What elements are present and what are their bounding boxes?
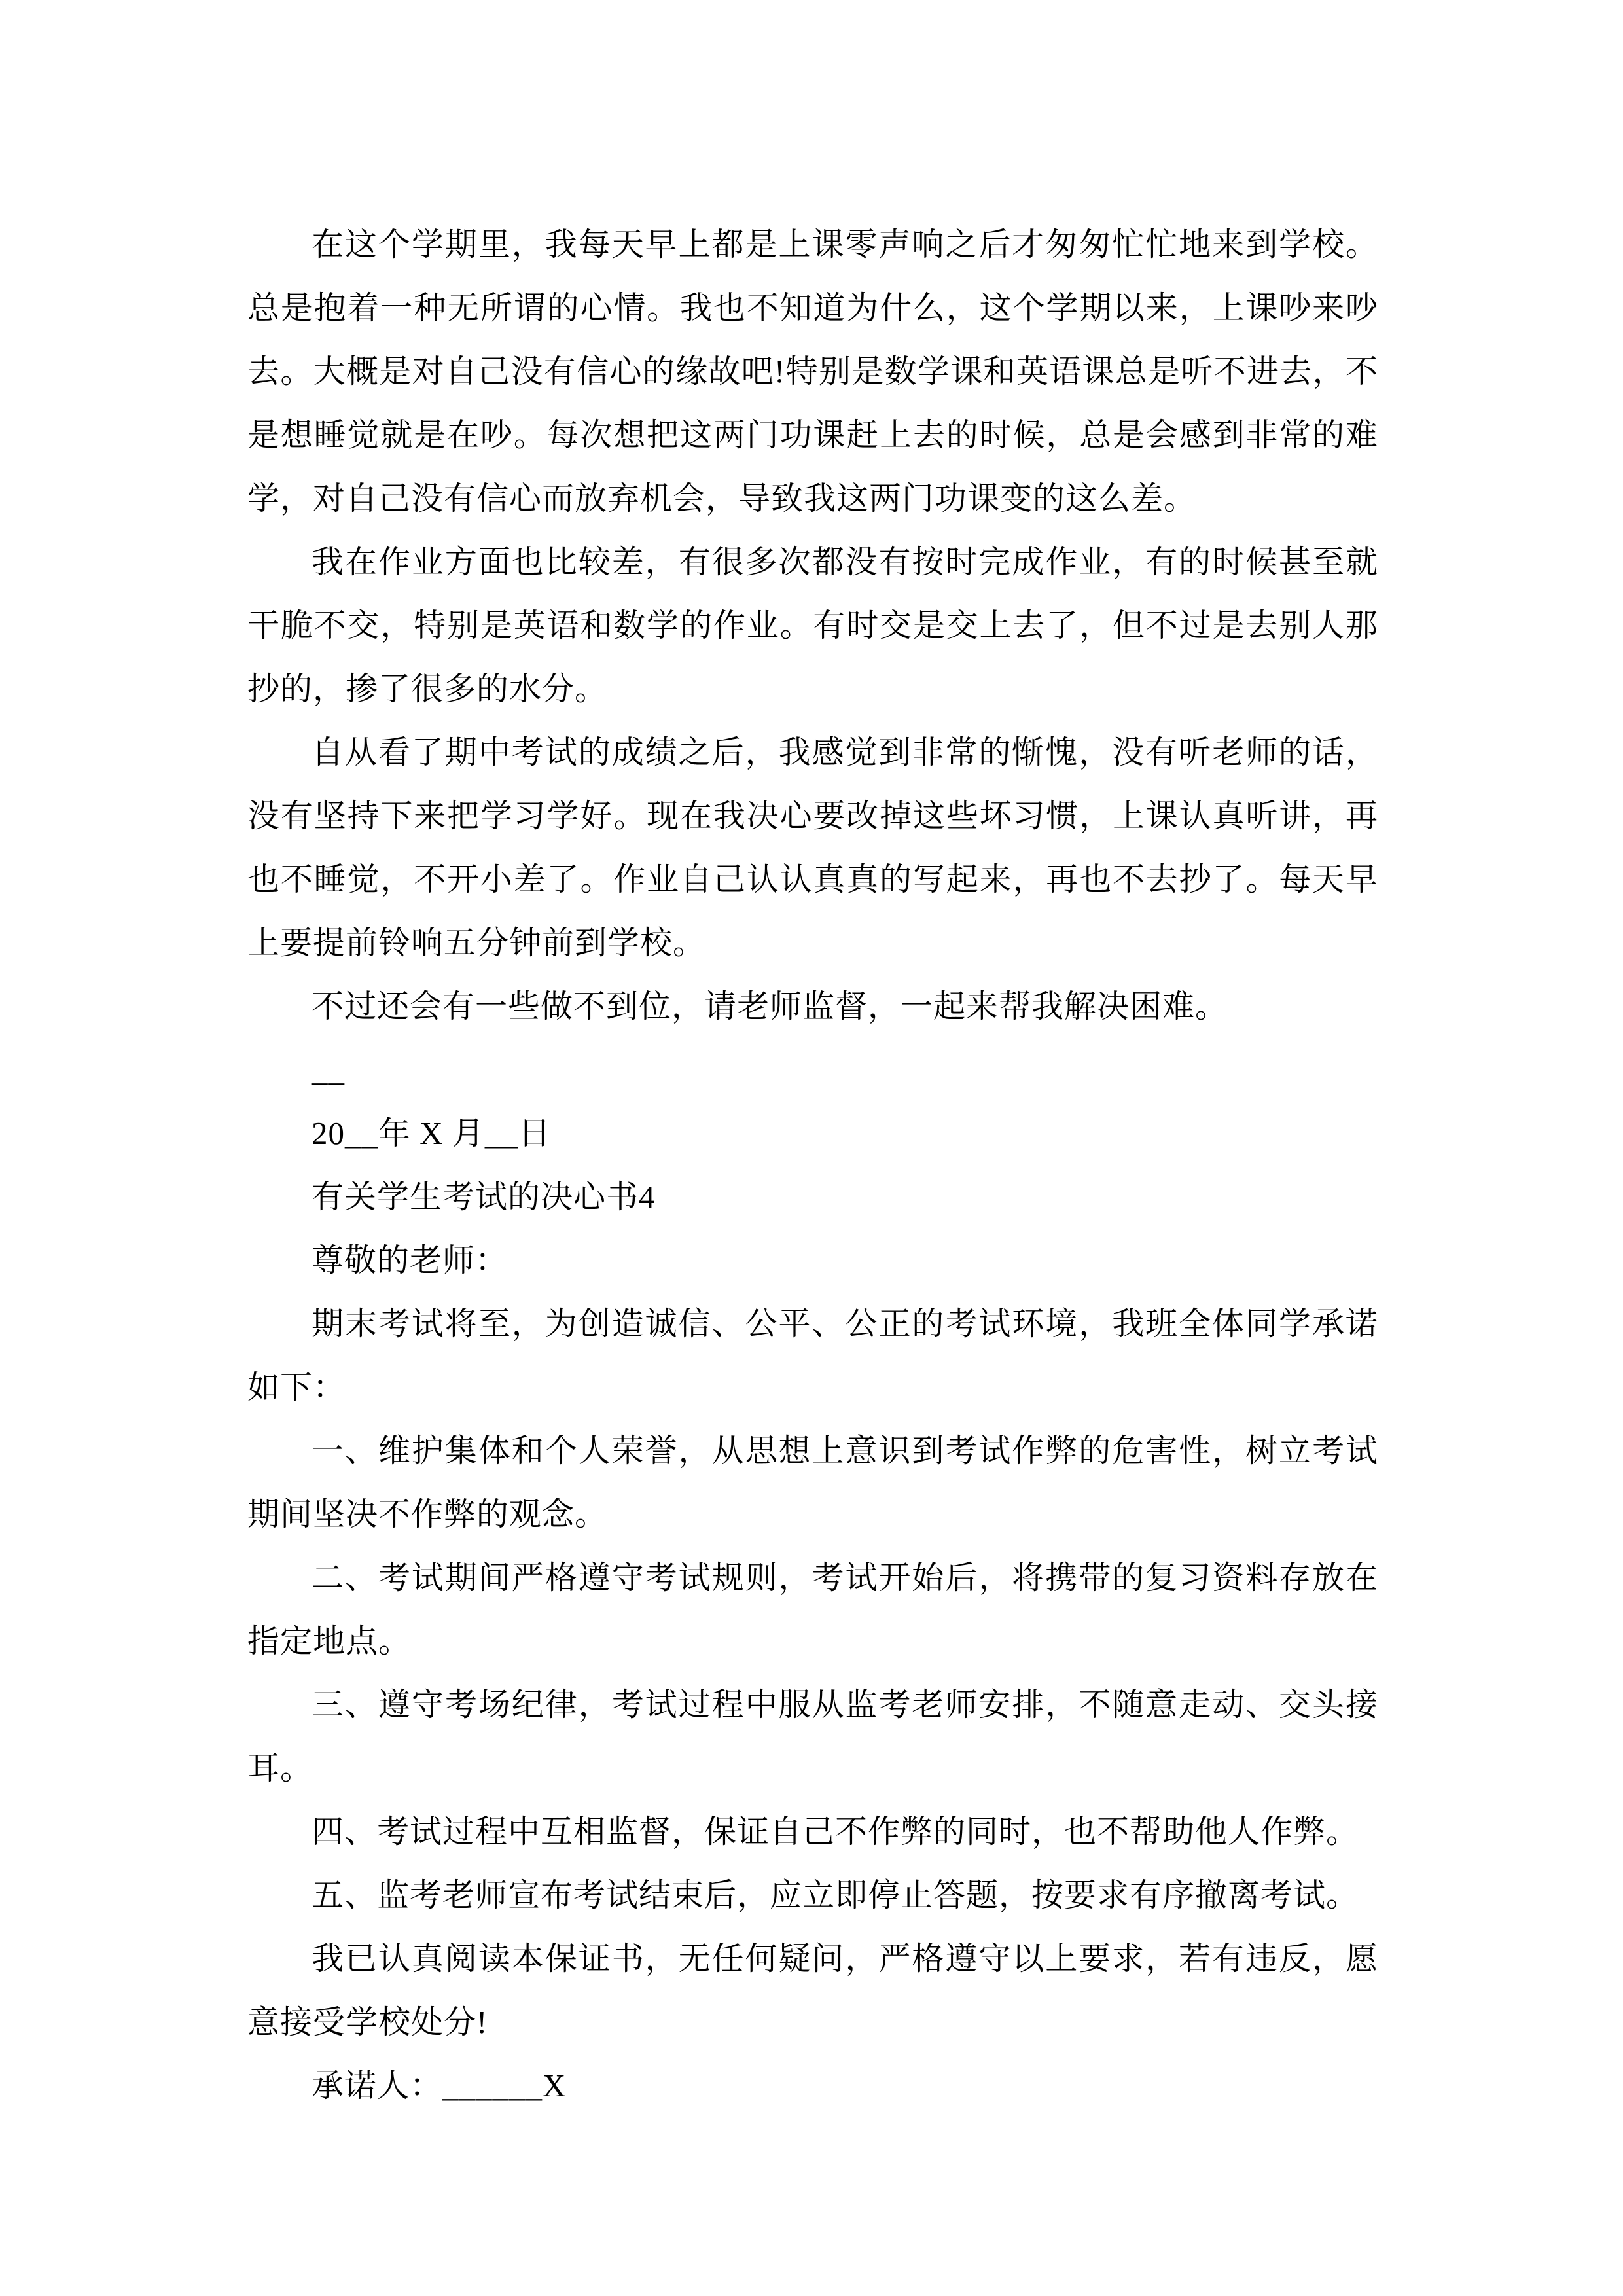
pledge-item-1: 一、维护集体和个人荣誉，从思想上意识到考试作弊的危害性，树立考试期间坚决不作弊的观念。 — [247, 1433, 1378, 1532]
signer-line: 承诺人：______X — [312, 2068, 567, 2104]
pledge-item-3: 三、遵守考场纪律，考试过程中服从监考老师安排，不随意走动、交头接耳。 — [247, 1687, 1378, 1786]
pledge-item-5: 五、监考老师宣布考试结束后，应立即停止答题，按要求有序撤离考试。 — [312, 1877, 1359, 1913]
pledge-closing: 我已认真阅读本保证书，无任何疑问，严格遵守以上要求，若有违反，愿意接受学校处分! — [247, 1941, 1378, 2040]
paragraph-semester-reflection: 在这个学期里，我每天早上都是上课零声响之后才匆匆忙忙地来到学校。总是抱着一种无所谓的心情。我也不知道为什么，这个学期以来，上课吵来吵去。大概是对自己没有信心的缘故吧!特别是数学课和英语课总是听不进去，不是想睡觉就是在吵。每次想把这两门功课赶上去的时候，总是会感到非常的难学，对自己没有信心而放弃机会，导致我这两门功课变的这么差。 — [247, 226, 1378, 516]
section-title: 有关学生考试的决心书4 — [312, 1179, 656, 1215]
paragraph-supervision-request: 不过还会有一些做不到位，请老师监督，一起来帮我解决困难。 — [312, 988, 1228, 1024]
salutation: 尊敬的老师： — [312, 1242, 508, 1278]
date-line: 20__年 X 月__日 — [312, 1115, 551, 1151]
document-body — [247, 213, 1378, 2117]
paragraph-midterm-remorse: 自从看了期中考试的成绩之后，我感觉到非常的惭愧，没有听老师的话，没有坚持下来把学习学好。现在我决心要改掉这些坏习惯，上课认真听讲，再也不睡觉，不开小差了。作业自己认认真真的写起来，再也不去抄了。每天早上要提前铃响五分钟前到学校。 — [247, 734, 1378, 961]
pledge-item-2: 二、考试期间严格遵守考试规则，考试开始后，将携带的复习资料存放在指定地点。 — [247, 1560, 1378, 1659]
pledge-item-4: 四、考试过程中互相监督，保证自己不作弊的同时，也不帮助他人作弊。 — [312, 1814, 1359, 1850]
pledge-intro: 期末考试将至，为创造诚信、公平、公正的考试环境，我班全体同学承诺如下： — [247, 1306, 1378, 1405]
signature-placeholder-line: __ — [312, 1052, 345, 1088]
paragraph-homework-reflection: 我在作业方面也比较差，有很多次都没有按时完成作业，有的时候甚至就干脆不交，特别是英语和数学的作业。有时交是交上去了，但不过是去别人那抄的，掺了很多的水分。 — [247, 544, 1378, 707]
